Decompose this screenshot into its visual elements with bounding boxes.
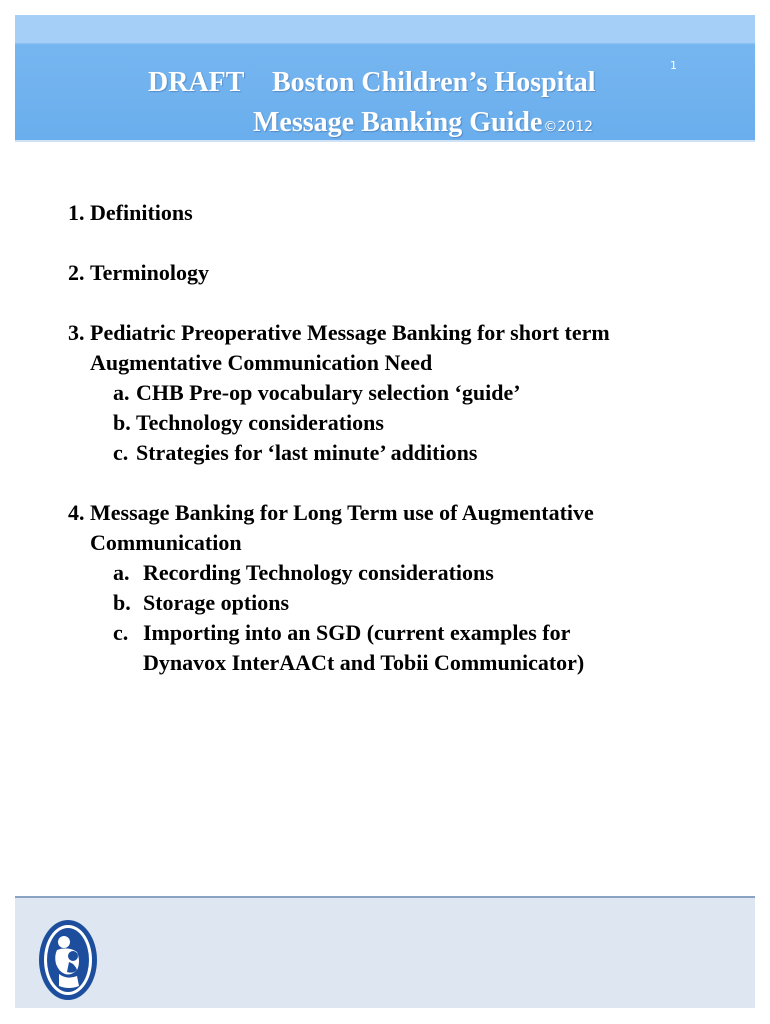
subitem-text-line-2: Dynavox InterAACt and Tobii Communicator): [143, 650, 585, 675]
outline-item-1: [68, 198, 748, 228]
item-number: 4.: [68, 500, 85, 525]
subitem-text: Technology considerations: [136, 410, 384, 435]
hospital-logo-icon: [37, 918, 99, 1002]
subitem-text: CHB Pre-op vocabulary selection ‘guide’: [136, 380, 521, 405]
subitem-letter: c.: [113, 440, 129, 465]
item-number: 3.: [68, 320, 85, 345]
item-text-line-1: Message Banking for Long Term use of Augmentative: [90, 500, 594, 525]
outline-subitem-3c: [68, 438, 748, 468]
slide-header: [15, 15, 755, 142]
subitem-letter: c.: [113, 620, 129, 645]
subitem-text: Recording Technology considerations: [143, 560, 494, 585]
outline-item-3: [68, 318, 748, 378]
outline-subitem-4b: [68, 588, 748, 618]
outline-list: [68, 198, 748, 678]
subitem-letter: a.: [113, 380, 130, 405]
copyright-label: ©2012: [543, 119, 594, 135]
item-number: 2.: [68, 260, 85, 285]
item-text: Terminology: [90, 260, 209, 285]
outline-subitem-3a: [68, 378, 748, 408]
item-text-line-1: Pediatric Preoperative Message Banking for short term: [90, 320, 610, 345]
draft-label: DRAFT: [148, 67, 244, 98]
subitem-text: Strategies for ‘last minute’ additions: [136, 440, 478, 465]
title-line-1: [148, 67, 648, 99]
slide-footer: [15, 896, 755, 1008]
outline-subitem-4a: [68, 558, 748, 588]
slide-number: 1: [670, 59, 677, 72]
subitem-letter: b.: [113, 590, 131, 615]
item-number: 1.: [68, 200, 85, 225]
subitem-letter: b.: [113, 410, 131, 435]
guide-title: Message Banking Guide: [253, 107, 543, 138]
outline-subitem-4c: [68, 618, 748, 678]
item-text-line-2: Communication: [90, 530, 242, 555]
outline-item-4: [68, 498, 748, 558]
outline-subitem-3b: [68, 408, 748, 438]
item-text: Definitions: [90, 200, 193, 225]
title-line-2: [253, 107, 593, 139]
subitem-letter: a.: [113, 560, 130, 585]
subitem-text: Storage options: [143, 590, 290, 615]
subitem-text-line-1: Importing into an SGD (current examples for: [143, 620, 571, 645]
header-top-band: [15, 15, 755, 43]
item-text-line-2: Augmentative Communication Need: [90, 350, 433, 375]
outline-item-2: [68, 258, 748, 288]
hospital-name: Boston Children’s Hospital: [271, 67, 596, 98]
